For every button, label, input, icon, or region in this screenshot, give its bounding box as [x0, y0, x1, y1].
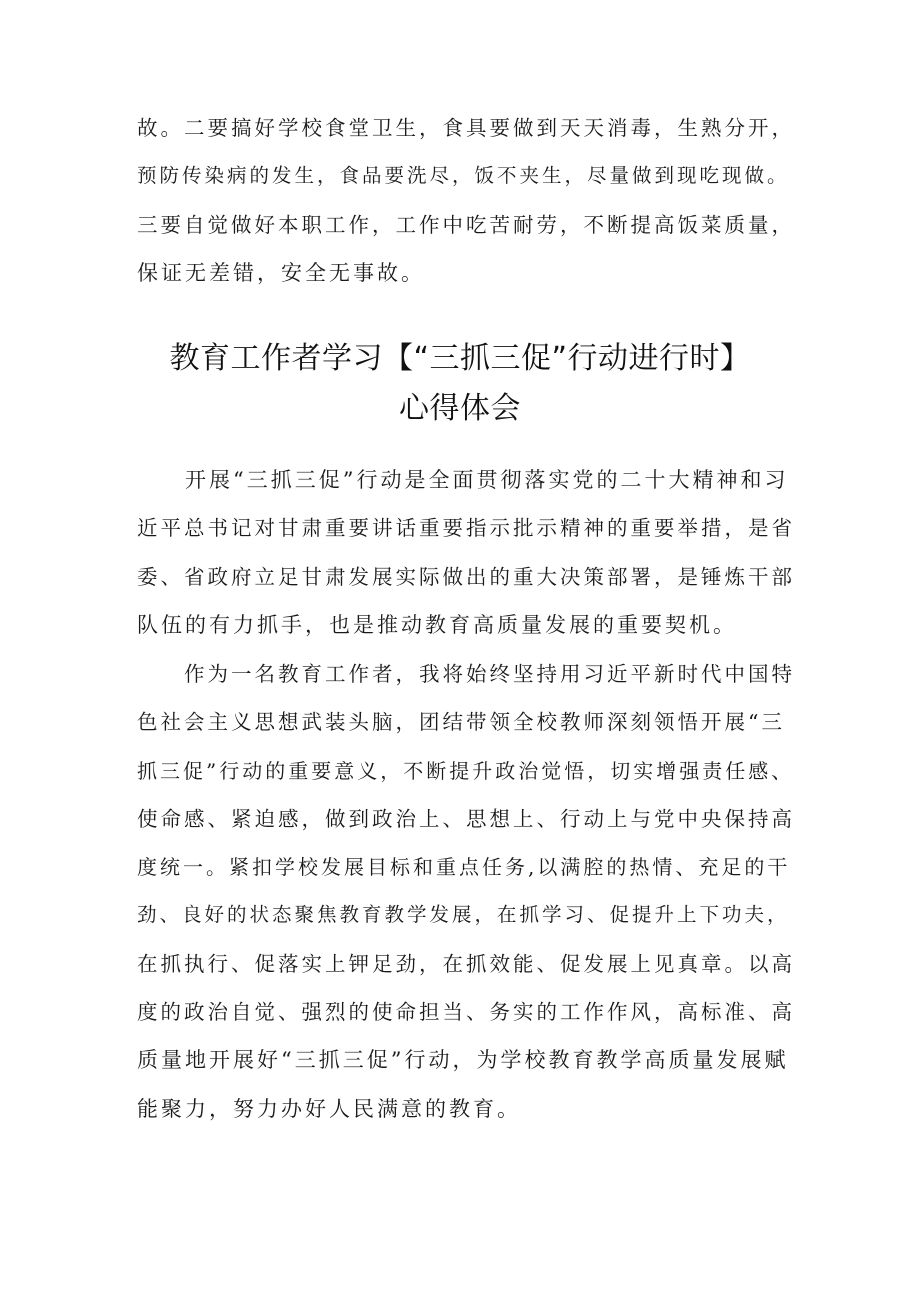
text-line: 开展“三抓三促”行动是全面贯彻落实党的二十大精神和习 [137, 468, 789, 492]
text-line: 三要自觉做好本职工作，工作中吃苦耐劳，不断提高饭菜质量， [137, 212, 795, 237]
text-line: 作为一名教育工作者，我将始终坚持用习近平新时代中国特 [137, 662, 795, 686]
text-line: 预防传染病的发生，食品要洗尽，饭不夹生，尽量做到现吃现做。 [137, 164, 790, 188]
article-title [60, 334, 860, 434]
text-line: 保证无差错，安全无事故。 [137, 260, 425, 285]
text-line: 近平总书记对甘肃重要讲话重要指示批示精神的重要举措，是省 [137, 516, 795, 541]
title-line: 心得体会 [399, 391, 521, 426]
text-line: 质量地开展好“三抓三促”行动，为学校教育教学高质量发展赋 [137, 1048, 789, 1073]
text-line: 度统一。紧扣学校发展目标和重点任务,以满腔的热情、充足的干 [137, 855, 791, 880]
text-line: 在抓执行、促落实上钾足劲，在抓效能、促发展上见真章。以高 [137, 951, 795, 976]
text-line: 色社会主义思想武装头脑，团结带领全校教师深刻领悟开展“三 [137, 710, 785, 735]
text-line: 使命感、紧迫感，做到政治上、思想上、行动上与党中央保持高 [137, 806, 795, 831]
body-paragraph-2 [137, 650, 797, 1133]
text-line: 委、省政府立足甘肃发展实际做出的重大决策部署，是锤炼干部 [137, 564, 795, 589]
continuation-paragraph [137, 104, 797, 297]
body-paragraph-1 [137, 456, 797, 649]
text-line: 劲、良好的状态聚焦教育教学发展，在抓学习、促提升上下功夫， [137, 903, 790, 927]
text-line: 抓三促”行动的重要意义，不断提升政治觉悟，切实增强责任感、 [137, 758, 795, 783]
text-line: 队伍的有力抓手，也是推动教育高质量发展的重要契机。 [137, 612, 737, 637]
text-line: 能聚力，努力办好人民满意的教育。 [137, 1096, 521, 1121]
text-line: 故。二要搞好学校食堂卫生，食具要做到天天消毒，生熟分开， [137, 116, 795, 140]
text-line: 度的政治自觉、强烈的使命担当、务实的工作作风，高标准、高 [137, 1000, 795, 1025]
title-line: 教育工作者学习【“三抓三促”行动进行时】 [169, 341, 751, 376]
